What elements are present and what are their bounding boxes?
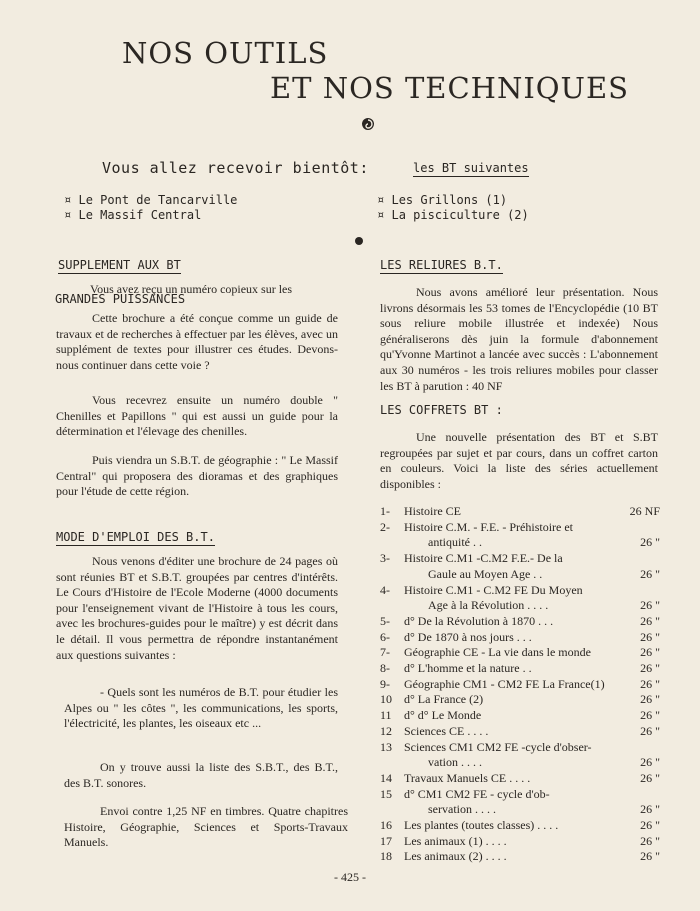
coffret-item-number: 2-: [380, 519, 390, 534]
coffret-item-number: 6-: [380, 629, 390, 644]
coffret-item: [380, 818, 660, 834]
coffret-item: [380, 677, 660, 693]
coffret-item-title: Sciences CE . . . .: [404, 723, 489, 738]
coffret-item-price: 26 ": [640, 613, 660, 628]
coffret-item-title: Histoire C.M1 -C.M2 F.E.- De la Gaule au Moyen Age . .: [404, 551, 563, 581]
coffret-item-title: Histoire C.M1 - C.M2 FE Du Moyen Age à la Révolution . . . .: [404, 582, 583, 613]
coffret-item-number: 1-: [380, 504, 390, 518]
upcoming-item: ¤ La pisciculture (2): [377, 208, 529, 222]
coffret-item: [380, 520, 660, 551]
coffret-item-price: 26 ": [640, 676, 660, 691]
coffret-item-number: 13: [380, 739, 392, 754]
coffret-item-title: Histoire CE: [404, 504, 461, 518]
coffret-item-title: d° De la Révolution à 1870 . . .: [404, 613, 554, 628]
coffret-item: [380, 583, 660, 614]
coffret-item-price: 26 ": [640, 692, 660, 707]
coffret-item-title: Géographie CM1 - CM2 FE La France(1): [404, 676, 605, 691]
coffret-item-title: Les plantes (toutes classes) . . . .: [404, 818, 559, 833]
coffret-item-price: 26 ": [640, 833, 660, 848]
supplement-p3: Vous recevrez ensuite un numéro double " Chenilles et Papillons " qui est aussi un guide pour la détermination et l'élevage des chenilles.: [56, 393, 338, 439]
coffret-item: [380, 645, 660, 661]
coffret-item: [380, 849, 660, 865]
upcoming-item: ¤ Les Grillons (1): [377, 193, 508, 207]
mode-heading: MODE D'EMPLOI DES B.T.: [56, 530, 215, 544]
announce-heading: Vous allez recevoir bientôt:: [102, 159, 369, 177]
coffret-item-price: 26 ": [640, 802, 660, 817]
supplement-p1-title: GRANDES PUISSANCES: [55, 292, 186, 306]
coffret-item: [380, 661, 660, 677]
upcoming-item: ¤ Le Massif Central: [64, 208, 202, 222]
coffret-item-price: 26 ": [640, 645, 660, 660]
coffret-item-price: 26 ": [640, 818, 660, 833]
coffret-item-number: 15: [380, 786, 392, 801]
title-line-2: ET NOS TECHNIQUES: [270, 71, 630, 105]
coffret-item-price: 26 NF: [629, 504, 660, 518]
coffret-item: [380, 787, 660, 818]
coffret-item-price: 26 ": [640, 723, 660, 738]
supplement-p1-line: Vous avez reçu un numéro copieux sur les: [90, 282, 293, 296]
coffret-item: [380, 834, 660, 850]
mode-p4: Envoi contre 1,25 NF en timbres. Quatre chapitres Histoire, Géographie, Sciences et Sports-Travaux Manuels.: [64, 804, 348, 850]
coffret-item: [380, 504, 660, 520]
swirl-ornament-icon: [361, 117, 375, 131]
coffret-item-number: 5-: [380, 613, 390, 628]
coffret-item-title: d° De 1870 à nos jours . . .: [404, 629, 532, 644]
mode-p1: Nous venons d'éditer une brochure de 24 pages où sont réunies BT et S.B.T. groupées par centres d'intérêts. Le Cours d'Histoire de l'Ecole Moderne (4000 documents pour l'enseignement vivant de l'Histoire à tous les cours, avec les brochures-guides pour le maître) y est décrit dans le détail. Il vous permettra de répondre instantanément aux questions suivantes :: [56, 554, 338, 662]
coffret-item-title: Les animaux (1) . . . .: [404, 833, 507, 848]
reliures-p1: Nous avons amélioré leur présentation. Nous livrons désormais les 53 tomes de l'Encyclopédie (10 BT sous reliure mobile illustrée et indexée) Nous généraliserons dès juin la formule d'abonnement qu'Yvonne Martinot a lancée avec succès : L'abonnement aux 30 numéros - les trois reliures mobiles pour classer les BT à parution : 40 NF: [380, 285, 658, 393]
coffret-item-title: d° d° Le Monde: [404, 708, 482, 723]
reliures-heading: LES RELIURES B.T.: [380, 258, 503, 272]
coffret-item-number: 18: [380, 849, 392, 864]
coffret-item-number: 14: [380, 770, 392, 785]
coffret-item-price: 26 ": [640, 708, 660, 723]
coffret-item-price: 26 ": [640, 535, 660, 550]
announce-right-heading: les BT suivantes: [413, 161, 529, 175]
coffret-item: [380, 771, 660, 787]
coffret-item-number: 8-: [380, 661, 390, 676]
coffret-item-title: Les animaux (2) . . . .: [404, 849, 507, 864]
coffrets-list: [380, 504, 660, 865]
coffret-item-title: d° La France (2): [404, 692, 484, 707]
coffret-item-title: d° CM1 CM2 FE - cycle d'ob- servation . . . .: [404, 786, 550, 817]
coffret-item-number: 3-: [380, 551, 390, 566]
supplement-p4: Puis viendra un S.B.T. de géographie : " Le Massif Central" qui proposera des dioramas et des graphiques pour l'étude de cette région.: [56, 453, 338, 499]
coffret-item-price: 26 ": [640, 849, 660, 864]
supplement-heading: SUPPLEMENT AUX BT: [58, 258, 181, 272]
coffret-item-title: d° L'homme et la nature . .: [404, 661, 532, 676]
coffret-item-number: 11: [380, 708, 392, 723]
page-number: - 425 -: [334, 870, 366, 884]
coffret-item-price: 26 ": [640, 629, 660, 644]
coffret-item-title: Géographie CE - La vie dans le monde: [404, 645, 591, 660]
coffrets-p1: Une nouvelle présentation des BT et S.BT regroupées par sujet et par cours, dans un coffret carton en couleurs. Voici la liste des séries actuellement disponibles :: [380, 430, 658, 491]
coffret-item-number: 9-: [380, 676, 390, 691]
coffret-item-number: 10: [380, 692, 392, 707]
mode-p3: On y trouve aussi la liste des S.B.T., des B.T., des B.T. sonores.: [64, 760, 338, 790]
coffret-item-price: 26 ": [640, 566, 660, 581]
coffret-item-title: Travaux Manuels CE . . . .: [404, 770, 531, 785]
coffret-item: [380, 614, 660, 630]
upcoming-item: ¤ Le Pont de Tancarville: [64, 193, 238, 207]
coffret-item-number: 16: [380, 818, 392, 833]
coffret-item-price: 26 ": [640, 770, 660, 785]
coffret-item-number: 12: [380, 723, 392, 738]
coffret-item-title: Sciences CM1 CM2 FE -cycle d'obser- vation . . . .: [404, 739, 592, 770]
coffret-item-price: 26 ": [640, 661, 660, 676]
coffret-item: [380, 740, 660, 771]
coffret-item: [380, 692, 660, 708]
divider-dot: [355, 237, 363, 245]
coffret-item-price: 26 ": [640, 598, 660, 613]
supplement-p2: Cette brochure a été conçue comme un guide de travaux et de recherches à effectuer par les élèves, avec un supplément de textes pour illustrer ces études. Devons-nous continuer dans cette voie ?: [56, 311, 338, 372]
coffret-item-number: 17: [380, 833, 392, 848]
coffret-item-title: Histoire C.M. - F.E. - Préhistoire et antiquité . .: [404, 519, 574, 550]
coffret-item-number: 7-: [380, 645, 390, 660]
coffrets-heading: LES COFFRETS BT :: [380, 403, 503, 417]
title-line-1: NOS OUTILS: [122, 36, 329, 70]
coffret-item: [380, 551, 660, 582]
coffret-item: [380, 708, 660, 724]
coffret-item: [380, 724, 660, 740]
mode-p2: - Quels sont les numéros de B.T. pour étudier les Alpes ou " les côtes ", les communications, les sports, l'électricité, les plantes, les oiseaux etc ...: [64, 685, 338, 731]
coffret-item-price: 26 ": [640, 755, 660, 770]
coffret-item: [380, 630, 660, 646]
coffret-item-number: 4-: [380, 582, 390, 597]
